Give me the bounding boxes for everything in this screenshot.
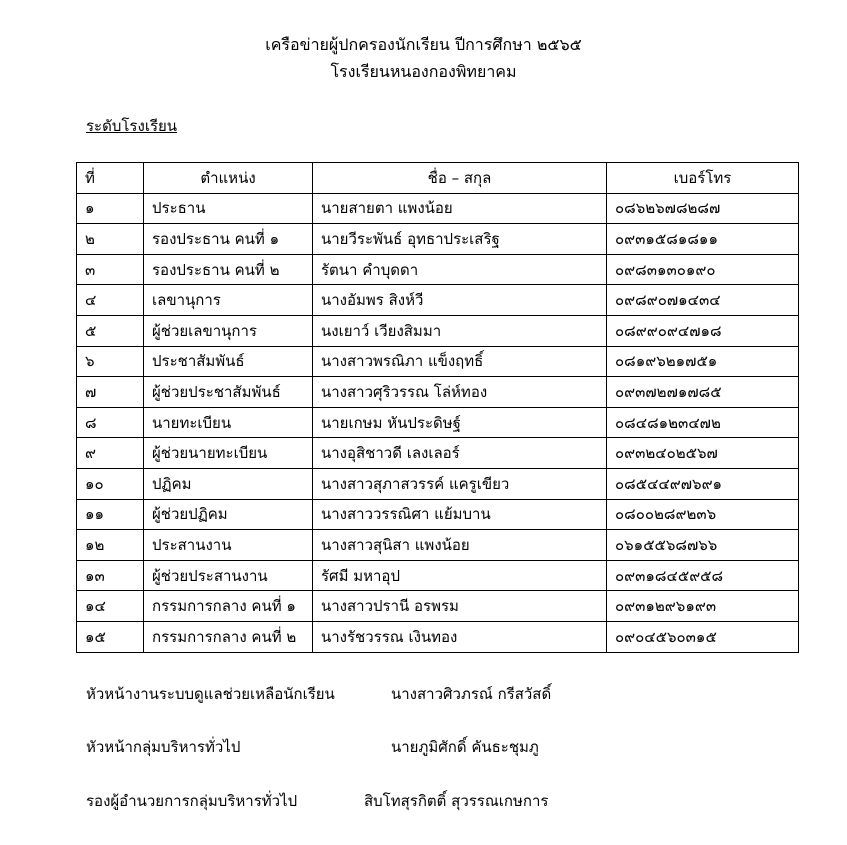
cell-name: นางสาวพรณิภา แข็งฤทธิ์ xyxy=(313,346,607,377)
cell-phone: ๐๖๑๕๕๖๘๗๖๖ xyxy=(607,530,799,561)
cell-position: ประสานงาน xyxy=(144,530,313,561)
cell-phone: ๐๙๓๗๒๗๑๗๘๕ xyxy=(607,377,799,408)
cell-phone: ๐๘๔๘๑๒๓๔๗๒ xyxy=(607,407,799,438)
cell-number: ๑๒ xyxy=(77,530,144,561)
cell-phone: ๐๘๐๐๒๘๙๒๓๖ xyxy=(607,499,799,530)
cell-phone: ๐๘๕๔๔๙๗๖๙๑ xyxy=(607,468,799,499)
signatory-name-2: นายภูมิศักดิ์ คันธะชุมภู xyxy=(391,738,539,756)
cell-name: นางอัมพร สิงห์วี xyxy=(313,285,607,316)
cell-phone: ๐๙๘๙๐๗๑๔๓๔ xyxy=(607,285,799,316)
cell-phone: ๐๙๓๑๕๘๑๘๑๑ xyxy=(607,224,799,255)
cell-name: นายเกษม หันประดิษฐ์ xyxy=(313,407,607,438)
cell-position: ผู้ช่วยเลขานุการ xyxy=(144,315,313,346)
cell-phone: ๐๙๐๔๕๖๐๓๑๕ xyxy=(607,621,799,652)
cell-position: ผู้ช่วยปฏิคม xyxy=(144,499,313,530)
cell-number: ๘ xyxy=(77,407,144,438)
table-row xyxy=(77,193,799,224)
cell-number: ๑๕ xyxy=(77,621,144,652)
table-row xyxy=(77,499,799,530)
header-phone: เบอร์โทร xyxy=(607,163,799,194)
cell-number: ๑๓ xyxy=(77,560,144,591)
cell-position: นายทะเบียน xyxy=(144,407,313,438)
cell-number: ๑๔ xyxy=(77,591,144,622)
committee-table xyxy=(76,162,799,653)
cell-number: ๙ xyxy=(77,438,144,469)
cell-position: กรรมการกลาง คนที่ ๑ xyxy=(144,591,313,622)
school-name: โรงเรียนหนองกองพิทยาคม xyxy=(330,62,517,81)
cell-phone: ๐๙๓๒๔๐๒๕๖๗ xyxy=(607,438,799,469)
table-row xyxy=(77,438,799,469)
cell-name: นางอุสิชาวดี เลงเลอร์ xyxy=(313,438,607,469)
cell-position: กรรมการกลาง คนที่ ๒ xyxy=(144,621,313,652)
table-row xyxy=(77,468,799,499)
header-number: ที่ xyxy=(77,163,144,194)
table-row xyxy=(77,530,799,561)
cell-name: นายวีระพันธ์ อุทธาประเสริฐ xyxy=(313,224,607,255)
table-row xyxy=(77,591,799,622)
cell-phone: ๐๙๘๓๑๓๐๑๙๐ xyxy=(607,254,799,285)
signatory-role-1: หัวหน้างานระบบดูแลช่วยเหลือนักเรียน xyxy=(86,685,335,703)
cell-phone: ๐๙๓๑๘๔๕๙๕๘ xyxy=(607,560,799,591)
cell-name: รัตนา คำบุดดา xyxy=(313,254,607,285)
cell-position: ผู้ช่วยประชาสัมพันธ์ xyxy=(144,377,313,408)
cell-name: นางสาวปรานี อรพรม xyxy=(313,591,607,622)
signatory-role-3: รองผู้อำนวยการกลุ่มบริหารทั่วไป xyxy=(86,792,298,810)
cell-position: รองประธาน คนที่ ๒ xyxy=(144,254,313,285)
table-row xyxy=(77,377,799,408)
cell-name: นางรัชวรรณ เงินทอง xyxy=(313,621,607,652)
section-label: ระดับโรงเรียน xyxy=(86,117,178,135)
cell-number: ๑๐ xyxy=(77,468,144,499)
cell-number: ๖ xyxy=(77,346,144,377)
cell-position: เลขานุการ xyxy=(144,285,313,316)
header-position: ตำแหน่ง xyxy=(144,163,313,194)
table-row xyxy=(77,285,799,316)
cell-phone: ๐๙๓๑๒๙๖๑๙๓ xyxy=(607,591,799,622)
cell-name: นางสาวสุภาสวรรค์ แครูเขียว xyxy=(313,468,607,499)
document-title: เครือข่ายผู้ปกครองนักเรียน ปีการศึกษา ๒๕๖๕ xyxy=(265,35,582,54)
cell-number: ๗ xyxy=(77,377,144,408)
cell-position: ผู้ช่วยนายทะเบียน xyxy=(144,438,313,469)
table-row xyxy=(77,560,799,591)
signatory-name-1: นางสาวศิวภรณ์ กรีสวัสดิ์ xyxy=(391,685,552,703)
cell-position: ปฏิคม xyxy=(144,468,313,499)
table-row xyxy=(77,621,799,652)
cell-phone: ๐๘๑๙๖๒๑๗๕๑ xyxy=(607,346,799,377)
cell-position: รองประธาน คนที่ ๑ xyxy=(144,224,313,255)
table-row xyxy=(77,254,799,285)
signatory-role-2: หัวหน้ากลุ่มบริหารทั่วไป xyxy=(86,738,241,756)
cell-position: ผู้ช่วยประสานงาน xyxy=(144,560,313,591)
cell-name: นงเยาว์ เวียงสิมมา xyxy=(313,315,607,346)
table-row xyxy=(77,315,799,346)
cell-position: ประชาสัมพันธ์ xyxy=(144,346,313,377)
cell-name: นางสาววรรณิศา แย้มบาน xyxy=(313,499,607,530)
table-row xyxy=(77,224,799,255)
cell-number: ๑ xyxy=(77,193,144,224)
cell-number: ๔ xyxy=(77,285,144,316)
cell-number: ๑๑ xyxy=(77,499,144,530)
cell-number: ๒ xyxy=(77,224,144,255)
cell-name: รัศมี มหาอุป xyxy=(313,560,607,591)
cell-name: นางสาวศุริวรรณ โล่ห์ทอง xyxy=(313,377,607,408)
signatory-name-3: สิบโทสุรกิตติ์ สุวรรณเกษการ xyxy=(364,792,549,810)
cell-position: ประธาน xyxy=(144,193,313,224)
cell-name: นางสาวสุนิสา แพงน้อย xyxy=(313,530,607,561)
cell-phone: ๐๘๙๙๐๙๔๗๑๘ xyxy=(607,315,799,346)
cell-name: นายสายตา แพงน้อย xyxy=(313,193,607,224)
header-name: ชื่อ – สกุล xyxy=(313,163,607,194)
table-row xyxy=(77,407,799,438)
cell-phone: ๐๘๖๒๖๗๘๒๘๗ xyxy=(607,193,799,224)
cell-number: ๓ xyxy=(77,254,144,285)
table-row xyxy=(77,346,799,377)
table-header-row xyxy=(77,163,799,194)
cell-number: ๕ xyxy=(77,315,144,346)
